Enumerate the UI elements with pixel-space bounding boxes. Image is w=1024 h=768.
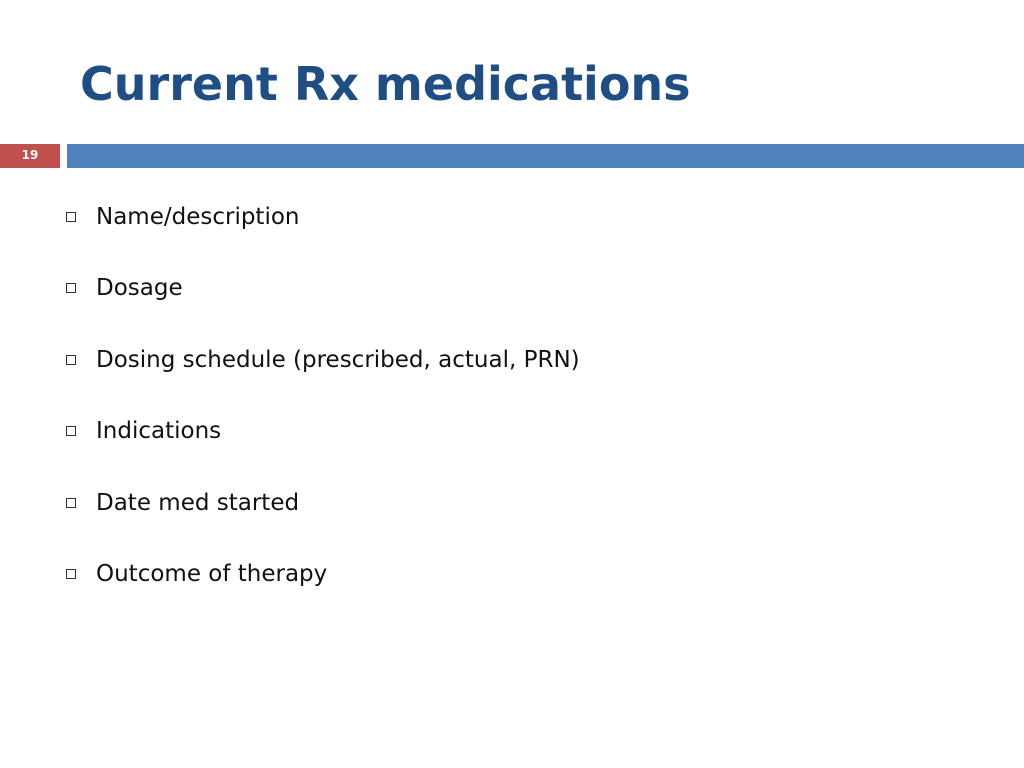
- list-item: [64, 181, 580, 253]
- square-bullet-icon: [66, 569, 76, 579]
- list-item: [64, 539, 580, 611]
- square-bullet-icon: [66, 212, 76, 222]
- slide-title: Current Rx medications: [80, 57, 691, 111]
- bullet-text: Date med started: [96, 489, 300, 516]
- list-item: [64, 396, 580, 468]
- bullet-text: Outcome of therapy: [96, 561, 328, 588]
- square-bullet-icon: [66, 426, 76, 436]
- list-item: [64, 467, 580, 539]
- bullet-text: Dosage: [96, 275, 183, 302]
- bullet-text: Dosing schedule (prescribed, actual, PRN): [96, 346, 580, 373]
- bullet-list: [64, 198, 580, 610]
- bullet-text: Name/description: [96, 203, 300, 230]
- square-bullet-icon: [66, 355, 76, 365]
- square-bullet-icon: [66, 498, 76, 508]
- bullet-text: Indications: [96, 418, 222, 445]
- square-bullet-icon: [66, 283, 76, 293]
- header-divider-bar: [67, 144, 1024, 168]
- list-item: [64, 324, 580, 396]
- list-item: [64, 253, 580, 325]
- slide-number-badge: 19: [0, 144, 60, 168]
